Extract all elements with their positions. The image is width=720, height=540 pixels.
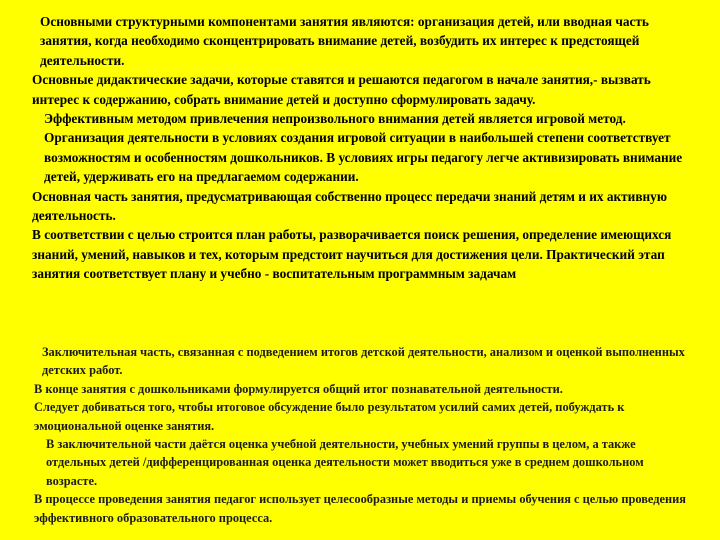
paragraph-main-part: Основная часть занятия, предусматривающая собственно процесс передачи знаний детям и их активную деятельность. <box>32 188 667 224</box>
paragraph-discussion: Следует добиваться того, чтобы итоговое обсуждение было результатом усилий самих детей, побуждать к эмоциональной оценке занятия. <box>34 400 625 433</box>
paragraph-assessment: В заключительной части даётся оценка учебной деятельности, учебных умений группы в целом, а также отдельных детей /дифференцированная оценка деятельности может вводиться уже в среднем дошкольном возрасте. <box>46 437 644 488</box>
paragraph-components: Основными структурными компонентами занятия являются: организация детей, или вводная часть занятия, когда необходимо сконцентрировать внимание детей, возбудить их интерес к предстоящей деятельности. <box>40 14 649 68</box>
paragraph-game-method: Эффективным методом привлечения непроизвольного внимания детей является игровой метод. Организация деятельности в условиях создания игровой ситуации в наибольшей степени соответствует возможностям и особенностям дошкольников. В условиях игры педагогу легче активизировать внимание детей, удерживать его на предлагаемом содержании. <box>44 111 683 185</box>
paragraph-summary: В конце занятия с дошкольниками формулируется общий итог познавательной деятельности. <box>34 381 563 396</box>
lower-text-block <box>34 343 694 527</box>
paragraph-final-part: Заключительная часть, связанная с подведением итогов детской деятельности, анализом и оценкой выполненных детских работ. <box>42 345 685 378</box>
paragraph-didactic-tasks: Основные дидактические задачи, которые ставятся и решаются педагогом в начале занятия,- вызвать интерес к содержанию, собрать внимание детей и доступно сформулировать задачу. <box>32 72 651 107</box>
paragraph-work-plan: В соответствии с целью строится план работы, разворачивается поиск решения, определение имеющихся знаний, умений, навыков и тех, которым предстоит научиться для достижения цели. Практический этап занятия соответствует плану и учебно - воспитательным программным задачам <box>32 227 672 282</box>
upper-text-block <box>32 12 692 284</box>
paragraph-methods: В процессе проведения занятия педагог использует целесообразные методы и приемы обучения с целью проведения эффективного образовательного процесса. <box>34 492 687 525</box>
